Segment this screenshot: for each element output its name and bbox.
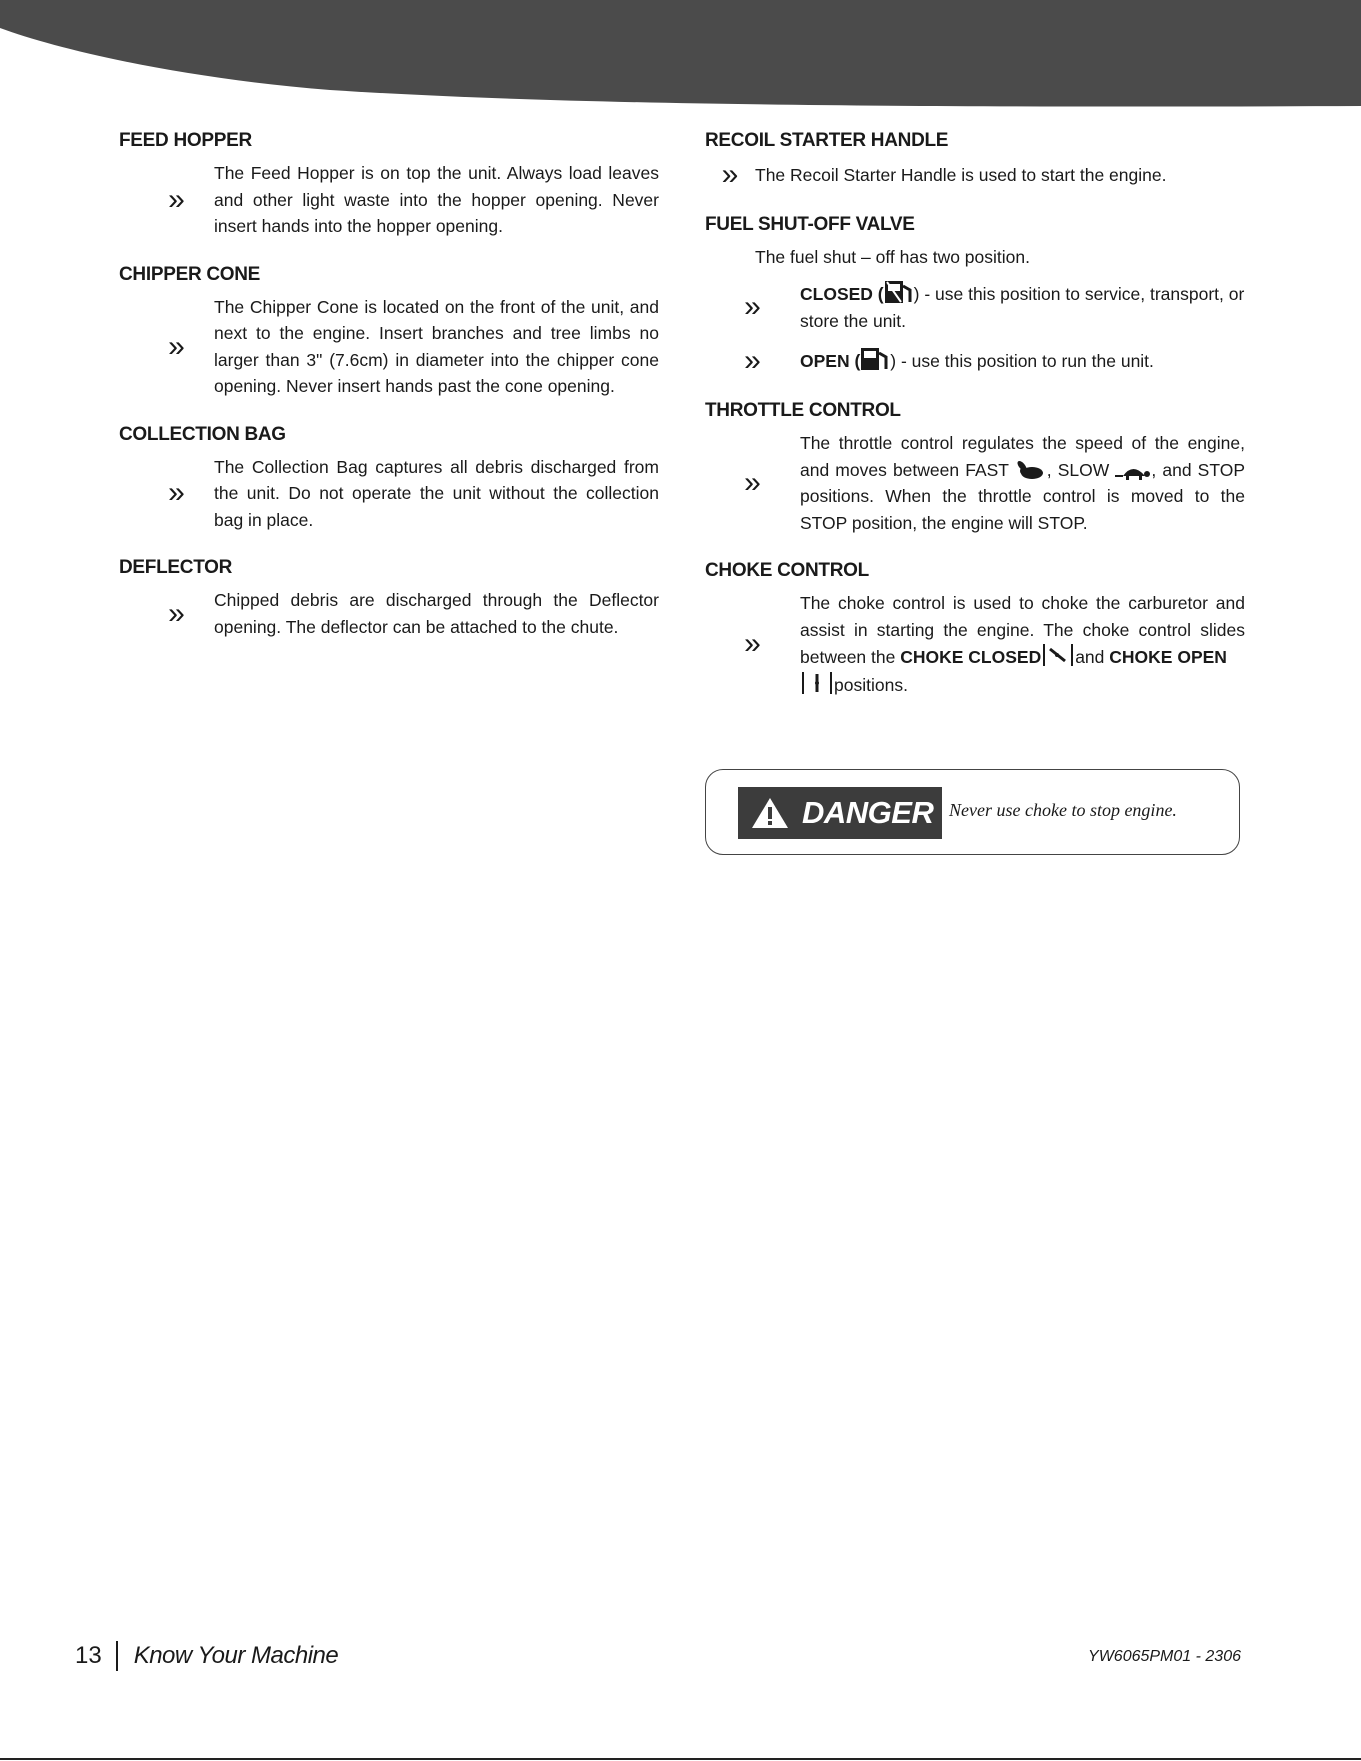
throttle-text: The throttle control regulates the speed of the engine, and moves between FAST , SLOW , and STOP positions. When the throttle control is moved to the STOP position, the engine will STOP. xyxy=(800,433,1245,533)
fuel-intro: The fuel shut – off has two position. xyxy=(755,247,1030,267)
feed-hopper-section xyxy=(119,128,659,240)
section-title: CHIPPER CONE xyxy=(119,263,261,285)
section-title: RECOIL STARTER HANDLE xyxy=(705,130,949,151)
choke-text: The choke control is used to choke the carburetor and assist in starting the engine. The choke control slides between the CHOKE CLOSED and CHOKE OPEN positions. xyxy=(800,593,1245,695)
collection-bag-section xyxy=(119,422,659,534)
recoil-section xyxy=(705,128,1245,190)
double-chevron-icon: » xyxy=(168,596,185,630)
choke-closed-icon xyxy=(1041,643,1075,667)
right-column xyxy=(705,128,1245,720)
double-chevron-icon: » xyxy=(168,182,185,216)
double-chevron-icon: » xyxy=(721,158,739,191)
header-band xyxy=(0,0,1361,110)
footer-divider xyxy=(116,1641,118,1671)
left-column xyxy=(119,128,659,662)
turtle-icon xyxy=(1115,462,1151,480)
choke-open-icon xyxy=(800,671,834,695)
section-text: The Recoil Starter Handle is used to start the engine. xyxy=(755,164,1167,185)
choke-section xyxy=(705,558,1245,698)
deflector-section xyxy=(119,555,659,640)
danger-message: Never use choke to stop engine. xyxy=(949,800,1177,820)
rabbit-icon xyxy=(1015,460,1047,480)
fuel-shutoff-section xyxy=(705,212,1245,376)
bottom-rule xyxy=(0,1758,1361,1760)
section-title: CHOKE CONTROL xyxy=(705,560,869,581)
danger-label: DANGER xyxy=(802,795,934,830)
section-title: COLLECTION BAG xyxy=(119,423,286,445)
chipper-cone-section xyxy=(119,262,659,400)
fuel-closed-icon xyxy=(884,280,914,304)
section-title: FEED HOPPER xyxy=(119,130,252,151)
section-title: DEFLECTOR xyxy=(119,557,233,578)
double-chevron-icon: » xyxy=(168,329,185,363)
fuel-closed-text: CLOSED ( ) - use this position to service, transport, or store the unit. xyxy=(800,280,1245,334)
throttle-section xyxy=(705,398,1245,536)
section-text: The Feed Hopper is on top the unit. Always load leaves and other light waste into the hopper opening. Never insert hands into the hopper opening. xyxy=(214,163,659,236)
double-chevron-icon: » xyxy=(744,627,761,660)
section-title: FUEL SHUT-OFF VALVE xyxy=(705,214,915,235)
double-chevron-icon: » xyxy=(744,466,761,499)
section-title: THROTTLE CONTROL xyxy=(705,400,901,421)
section-text: Chipped debris are discharged through the Deflector opening. The deflector can be attached to the chute. xyxy=(214,590,659,637)
section-text: The Collection Bag captures all debris discharged from the unit. Do not operate the unit without the collection bag in place. xyxy=(214,456,659,530)
warning-triangle-icon xyxy=(750,796,790,830)
page-number: 13 xyxy=(75,1642,102,1669)
double-chevron-icon: » xyxy=(744,344,761,377)
footer-section-title: Know Your Machine xyxy=(133,1642,339,1669)
danger-tag xyxy=(738,787,942,839)
fuel-open-text: OPEN ( ) - use this position to run the unit. xyxy=(800,347,1245,375)
double-chevron-icon: » xyxy=(168,476,185,510)
document-code: YW6065PM01 - 2306 xyxy=(1088,1648,1241,1665)
footer xyxy=(75,1641,338,1671)
danger-notice xyxy=(705,769,1240,855)
fuel-open-icon xyxy=(860,347,890,371)
section-text: The Chipper Cone is located on the front of the unit, and next to the engine. Insert branches and tree limbs no larger than 3" (7.6cm) in diameter into the chipper cone opening. Never insert hands past the cone opening. xyxy=(214,296,659,396)
double-chevron-icon: » xyxy=(744,290,761,323)
